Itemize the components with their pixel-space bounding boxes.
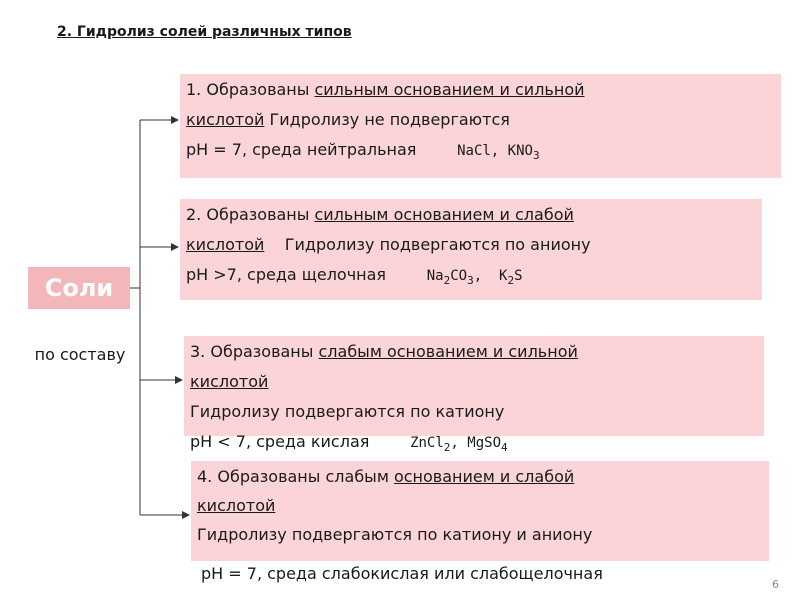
slide-title: 2. Гидролиз солей различных типов xyxy=(57,24,352,40)
salt-type-4-box xyxy=(191,461,769,561)
salt-type-2-line-1: 2. Образованы сильным основанием и слабой xyxy=(186,205,574,224)
salt-type-3-line-4 xyxy=(190,427,764,458)
salt-type-1-box xyxy=(180,74,781,178)
salt-type-1-examples: NaCl, $KNO_3$ xyxy=(457,143,540,162)
salt-type-2-line-2 xyxy=(186,230,762,260)
salt-type-2-examples: $Na_2CO_3$, $K_2S$ xyxy=(426,268,523,287)
salt-type-2-composition: сильным основанием и слабой xyxy=(314,205,574,224)
salt-type-1-composition: сильным основанием и сильной xyxy=(314,80,585,99)
salt-type-4-ph: pH = 7, среда слабокислая или слабощелочная xyxy=(201,564,603,583)
salts-root-label: Соли xyxy=(44,274,114,302)
salt-type-3-acid-word: кислотой xyxy=(190,372,269,391)
salt-type-4-line-3 xyxy=(197,520,769,549)
salt-type-3-line-1: 3. Образованы слабым основанием и сильной xyxy=(190,342,578,361)
salt-type-3-composition: слабым основанием и сильной xyxy=(318,342,578,361)
salt-type-1-line-3 xyxy=(186,135,781,166)
salt-type-3-line-2 xyxy=(190,367,764,397)
salt-type-4-line-2 xyxy=(197,491,769,520)
salt-type-3-box xyxy=(184,336,764,454)
salt-type-2-ph: pH >7, среда щелочная xyxy=(186,265,387,284)
salt-type-1-line-2 xyxy=(186,105,781,135)
salt-type-2-line-3 xyxy=(186,260,762,291)
salt-type-2-acid-word: кислотой xyxy=(186,235,265,254)
salt-type-1-line-1: 1. Образованы сильным основанием и сильной xyxy=(186,80,585,99)
salt-type-1-acid-word: кислотой xyxy=(186,110,265,129)
salt-type-3-hydrolysis: Гидролизу подвергаются по катиону xyxy=(190,402,505,421)
salt-type-2-hydrolysis: Гидролизу подвергаются по аниону xyxy=(284,235,591,254)
salt-type-4-composition: основанием и слабой xyxy=(393,467,575,486)
salt-type-4-line-1: 4. Образованы слабым основанием и слабой xyxy=(197,467,575,486)
salt-type-3-examples: ZnCl$_2$, MgSO$_4$ xyxy=(410,435,508,454)
salt-type-1-ph: pH = 7, среда нейтральная xyxy=(186,140,417,159)
salt-type-4-acid-word: кислотой xyxy=(197,496,276,515)
salts-root-box xyxy=(28,267,130,309)
salt-type-3-line-3 xyxy=(190,397,764,427)
salt-type-4-hydrolysis: Гидролизу подвергаются по катиону и аниону xyxy=(197,525,593,544)
salt-type-1-hydrolysis: Гидролизу не подвергаются xyxy=(264,110,510,129)
page-number: 6 xyxy=(772,578,779,591)
salt-type-3-ph: pH < 7, среда кислая xyxy=(190,432,370,451)
salt-type-2-box xyxy=(180,199,762,300)
by-composition-label: по составу xyxy=(34,345,126,364)
